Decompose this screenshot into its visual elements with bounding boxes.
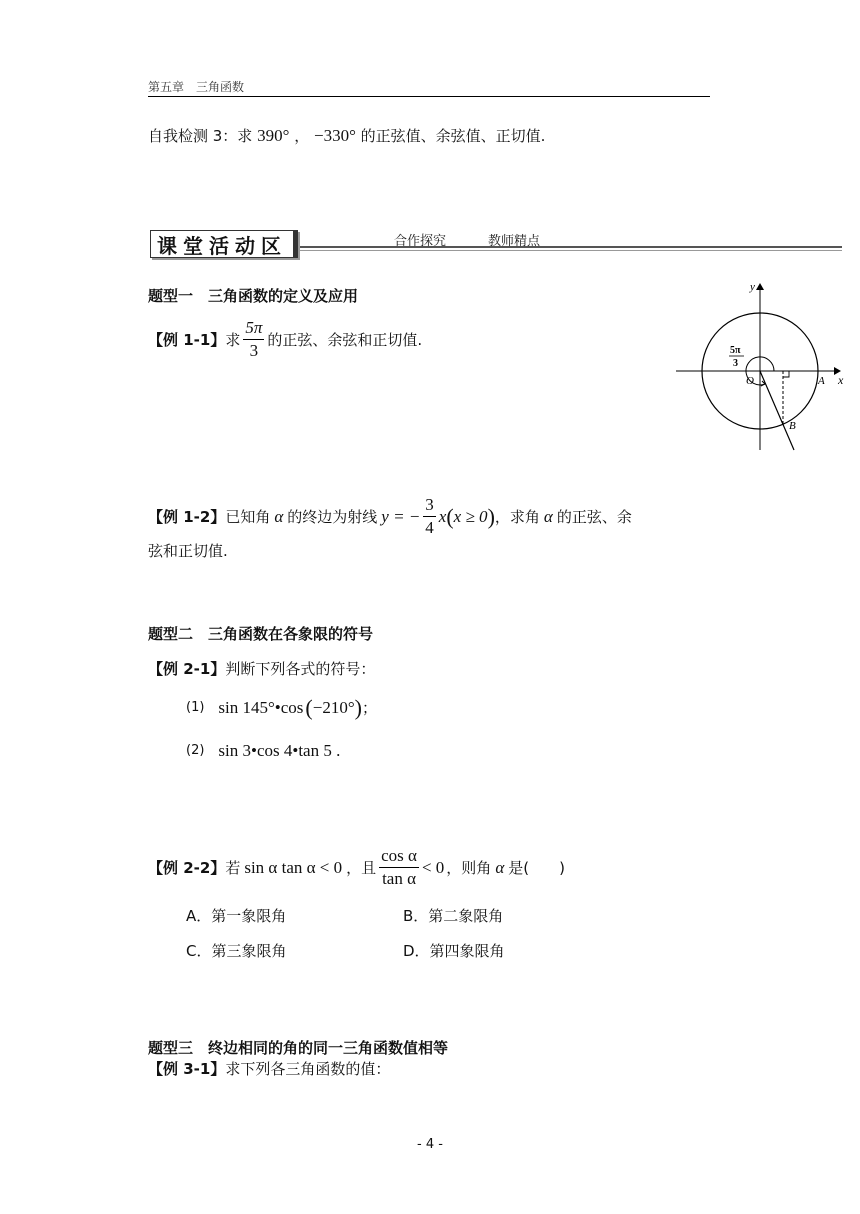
label-O: O <box>746 375 754 387</box>
chapter-header: 第五章 三角函数 <box>148 80 245 94</box>
angle-label-num: 5π <box>730 345 741 356</box>
fraction-cos-tan: $\frac{\text{cos α}}{\text{tan α}}$ <box>381 846 417 888</box>
label-x: x <box>838 373 844 387</box>
banner-subtitle-2: 教师精点 <box>488 234 541 249</box>
page-number: - 4 - <box>417 1137 443 1152</box>
option-C[interactable]: C．第三象限角 <box>186 942 287 960</box>
unit-circle-diagram <box>672 278 852 456</box>
type3-title: 题型三 终边相同的角的同一三角函数值相等 <box>148 1039 449 1057</box>
terminal-ray <box>760 371 794 450</box>
banner-title: 课堂活动区 <box>150 230 298 258</box>
banner-subtitle-1: 合作探究 <box>394 234 447 249</box>
right-angle-mark <box>783 371 789 377</box>
banner-rule-thin <box>300 250 842 251</box>
example-2-1: 【例 2-1】判断下列各式的符号： <box>148 660 376 678</box>
example-1-2: 【例 1-2】 已知角 α 的终边为射线 y = − $\frac{3}{4}$ x ( x ≥ 0 ) ，求角 α 的正弦、余 <box>148 495 632 537</box>
label-B: B <box>789 420 796 432</box>
type2-title: 题型二 三角函数在各象限的符号 <box>148 625 374 643</box>
example-2-1-item-2: (2) sin 3•cos 4•tan 5 . <box>186 741 341 760</box>
header-rule <box>148 96 710 97</box>
label-y: y <box>750 281 755 293</box>
example-2-2: 【例 2-2】 若 sin α tan α < 0 ，且 $\frac{\text{cos α}}{\text{tan α}}$ < 0 ，则角 α 是( ) <box>148 846 565 888</box>
self-check-3: 自我检测 3：求 390° ， −330° 的正弦值、余弦值、正切值. <box>148 126 546 145</box>
example-2-1-item-1: (1) sin 145°•cos ( −210° ) ； <box>186 695 377 720</box>
option-B[interactable]: B．第二象限角 <box>403 907 504 925</box>
option-A[interactable]: A．第一象限角 <box>186 907 287 925</box>
option-D[interactable]: D．第四象限角 <box>403 942 505 960</box>
fraction-3-4: $\frac{3}{4}$ <box>425 495 434 537</box>
section-banner <box>148 226 842 260</box>
example-1-2-line2: 弦和正切值. <box>148 542 228 560</box>
type1-title: 题型一 三角函数的定义及应用 <box>148 287 359 305</box>
label-A: A <box>818 375 825 387</box>
angle-label-den: 3 <box>733 358 738 369</box>
example-3-1: 【例 3-1】求下列各三角函数的值： <box>148 1060 391 1078</box>
example-1-1: 【例 1-1】 求 $\frac{5\pi}{3}$ 的正弦、余弦和正切值. <box>148 318 423 360</box>
banner-rule <box>300 246 842 248</box>
fraction-5pi-3: $\frac{5\pi}{3}$ <box>245 318 263 360</box>
